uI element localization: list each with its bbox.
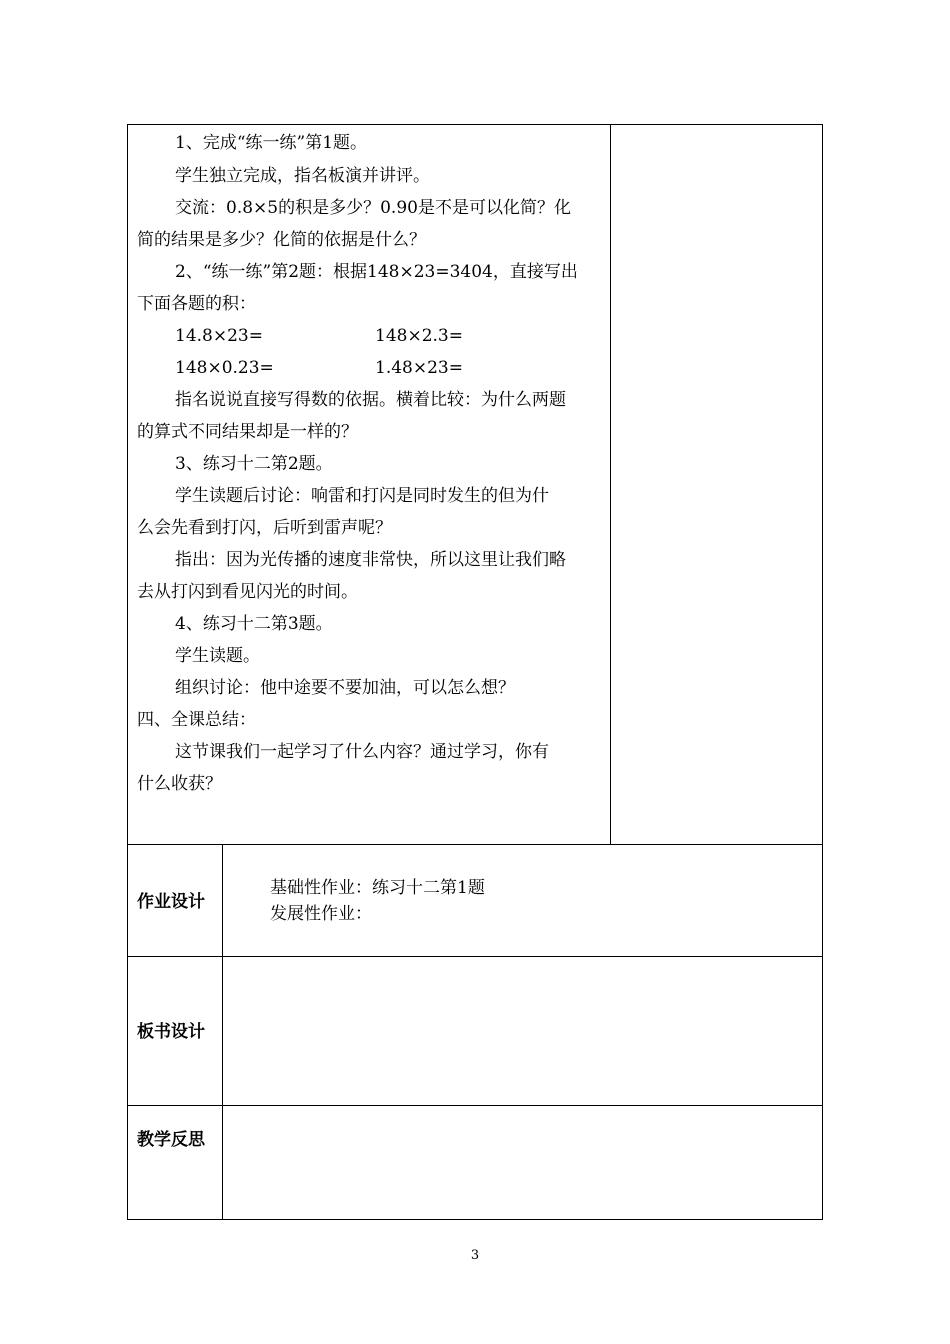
- exercise-b: 148×2.3=: [375, 326, 463, 346]
- row-divider-reflection: [127, 1105, 823, 1106]
- step-1-discussion: 交流：0.8×5的积是多少？0.90是不是可以化简？化: [175, 198, 571, 218]
- step-1-title: 1、完成“练一练”第1题。: [175, 133, 368, 153]
- step-1-discussion-cont: 简的结果是多少？化简的依据是什么？: [137, 230, 426, 250]
- summary-heading: 四、全课总结：: [137, 710, 256, 730]
- step-3-point-out: 指出：因为光传播的速度非常快，所以这里让我们略: [175, 550, 566, 570]
- table-border-bottom: [127, 1219, 823, 1220]
- lesson-plan-table: [127, 124, 823, 1220]
- exercise-c: 148×0.23=: [175, 358, 274, 378]
- exercise-a: 14.8×23=: [175, 326, 263, 346]
- step-2-title: 2、“练一练”第2题：根据148×23=3404，直接写出: [175, 262, 578, 282]
- step-3-discussion: 学生读题后讨论：响雷和打闪是同时发生的但为什: [175, 486, 549, 506]
- homework-label: 作业设计: [137, 892, 205, 912]
- step-1-instruction: 学生独立完成，指名板演并讲评。: [175, 166, 430, 186]
- summary-question-cont: 什么收获？: [137, 774, 222, 794]
- page-number: 3: [470, 1248, 480, 1263]
- table-border-right: [822, 124, 823, 1220]
- step-4-title: 4、练习十二第3题。: [175, 614, 333, 634]
- label-column-divider: [222, 844, 223, 1220]
- table-border-top: [127, 124, 823, 125]
- summary-question: 这节课我们一起学习了什么内容？通过学习，你有: [175, 742, 549, 762]
- row-divider-homework: [127, 844, 823, 845]
- step-2-explain: 指名说说直接写得数的依据。横着比较：为什么两题: [175, 390, 566, 410]
- row-divider-board: [127, 956, 823, 957]
- homework-development: 发展性作业：: [270, 904, 372, 924]
- table-border-left: [127, 124, 128, 1220]
- reflection-label: 教学反思: [137, 1130, 205, 1150]
- step-3-point-out-cont: 去从打闪到看见闪光的时间。: [137, 582, 358, 602]
- exercise-d: 1.48×23=: [375, 358, 463, 378]
- step-4-read: 学生读题。: [175, 646, 260, 666]
- notes-column-divider: [610, 124, 611, 845]
- step-3-title: 3、练习十二第2题。: [175, 454, 333, 474]
- board-design-label: 板书设计: [137, 1022, 205, 1042]
- step-2-title-cont: 下面各题的积：: [137, 294, 256, 314]
- step-3-discussion-cont: 么会先看到打闪，后听到雷声呢？: [137, 518, 392, 538]
- step-2-explain-cont: 的算式不同结果却是一样的？: [137, 422, 358, 442]
- homework-basic: 基础性作业：练习十二第1题: [270, 878, 485, 898]
- step-4-discussion: 组织讨论：他中途要不要加油，可以怎么想？: [175, 678, 515, 698]
